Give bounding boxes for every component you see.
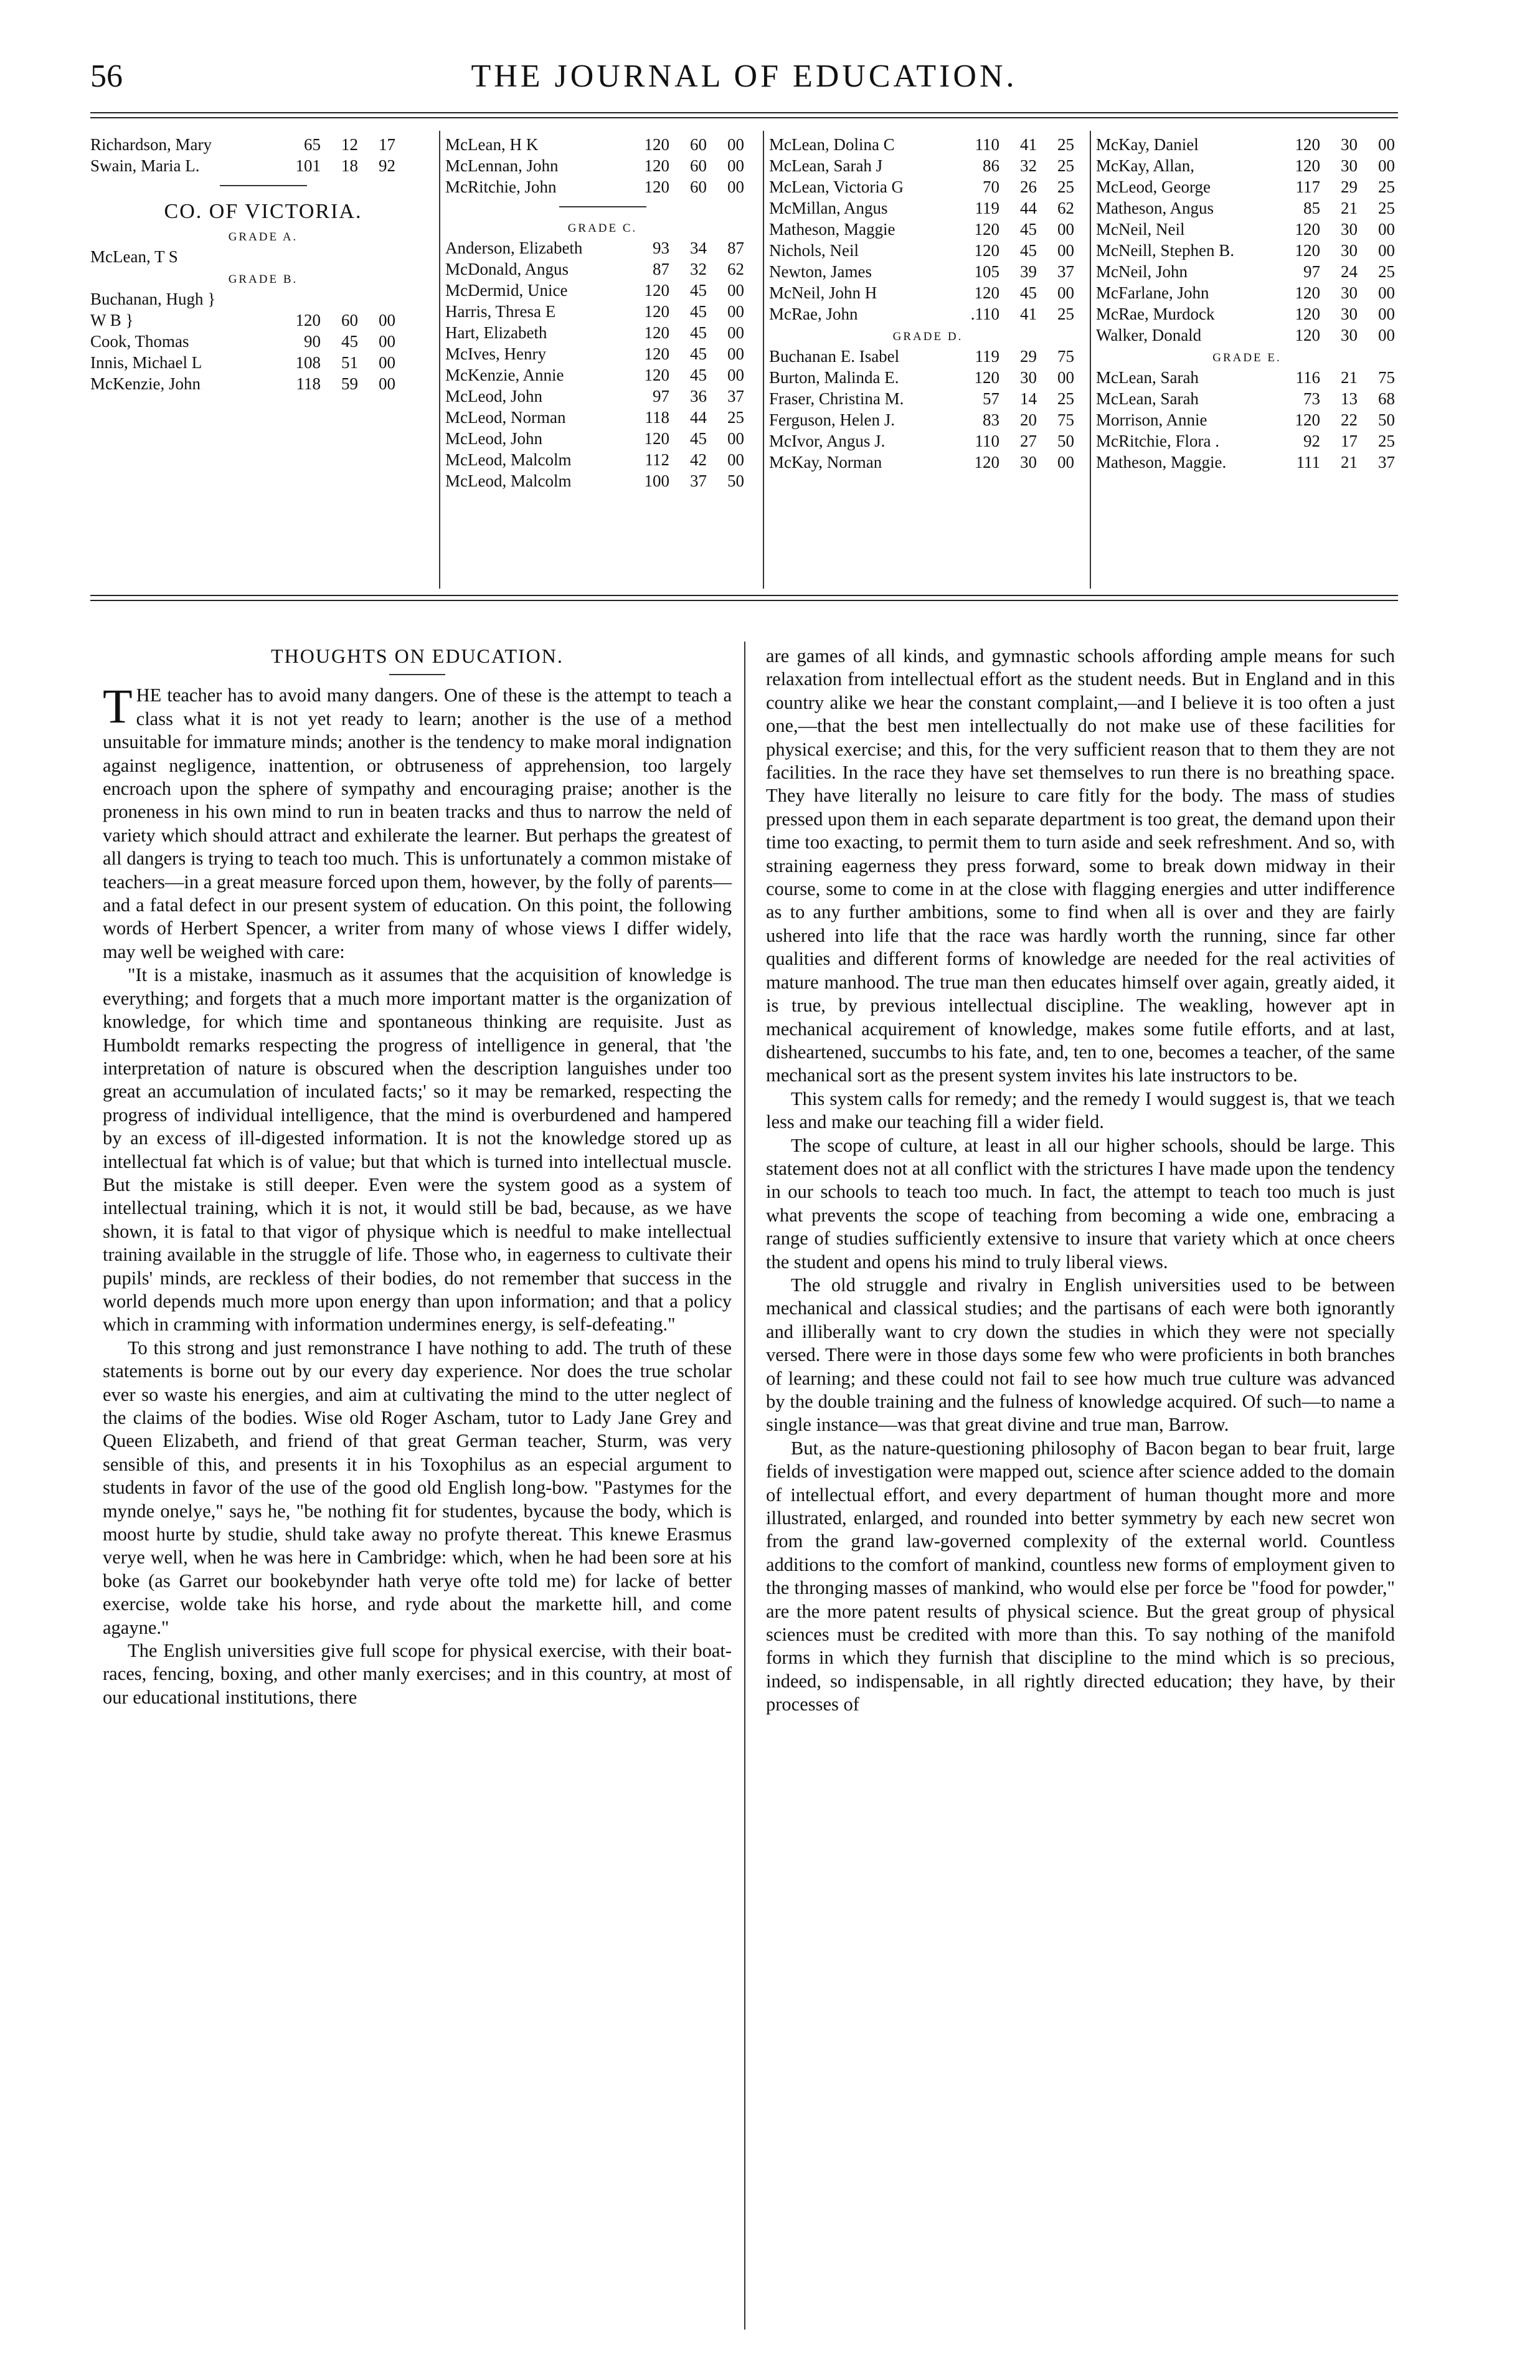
- table-row: [445, 343, 760, 364]
- cell-name: McKay, Allan,: [1096, 156, 1194, 175]
- cell-value: 00: [379, 311, 395, 330]
- cell-name: McLeod, John: [445, 387, 542, 405]
- cell-value: 117: [1295, 178, 1320, 196]
- cell-name: Innis, Michael L: [90, 353, 202, 372]
- table-row: [445, 134, 760, 155]
- cell-value: 120: [974, 241, 999, 260]
- table-column-1: [90, 134, 436, 589]
- cell-value: 45: [690, 302, 707, 321]
- cell-value: 25: [1057, 305, 1074, 323]
- cell-name: McLeod, Norman: [445, 408, 566, 427]
- cell-value: 75: [1057, 347, 1074, 366]
- table-row: [90, 134, 436, 155]
- article-paragraph: The English universities give full scope for physical exercise, with their boat-races, fencing, boxing, and other manly exercises; and in this country, at most of our educational institutions, there: [103, 1640, 732, 1708]
- table-row: [1096, 134, 1398, 155]
- cell-value: 00: [727, 178, 744, 196]
- cell-value: 00: [379, 332, 395, 351]
- table-row: [769, 134, 1087, 155]
- cell-name: McLean, Dolina C: [769, 135, 895, 154]
- cell-value: 00: [1057, 220, 1074, 239]
- table-row: [90, 352, 436, 373]
- article-paragraph: [103, 679, 732, 964]
- cell-value: 44: [1020, 199, 1037, 217]
- short-rule: [559, 206, 646, 207]
- cell-value: 45: [690, 281, 707, 300]
- table-row: [769, 430, 1087, 452]
- cell-value: 111: [1296, 453, 1320, 472]
- table-row: [1096, 282, 1398, 303]
- cell-value: 00: [1378, 241, 1395, 260]
- cell-value: 120: [1295, 241, 1320, 260]
- table-bottom-rule: [90, 595, 1398, 601]
- cell-name: Buchanan E. Isabel: [769, 347, 900, 366]
- column-divider: [439, 131, 440, 589]
- cell-value: 120: [644, 429, 669, 448]
- cell-value: 00: [379, 353, 395, 372]
- cell-name: McNeil, John: [1096, 262, 1188, 281]
- cell-value: 25: [1378, 199, 1395, 217]
- cell-value: 110: [975, 135, 999, 154]
- journal-title: THE JOURNAL OF EDUCATION.: [471, 59, 1018, 94]
- cell-name: McDermid, Unice: [445, 281, 568, 300]
- cell-value: 45: [1020, 283, 1037, 302]
- table-row: [1096, 409, 1398, 430]
- cell-value: 108: [295, 353, 321, 372]
- cell-value: 30: [1020, 368, 1037, 387]
- grade-label: GRADE A.: [228, 230, 298, 244]
- cell-value: 00: [727, 344, 744, 363]
- title-rule: [389, 674, 445, 675]
- cell-name: Buchanan, Hugh }: [90, 290, 216, 308]
- cell-value: 00: [727, 156, 744, 175]
- cell-value: 00: [1378, 135, 1395, 154]
- table-row: [769, 155, 1087, 176]
- cell-value: 00: [1378, 156, 1395, 175]
- cell-name: Nichols, Neil: [769, 241, 859, 260]
- cell-value: 62: [727, 260, 744, 278]
- cell-value: 120: [974, 453, 999, 472]
- table-row: [445, 155, 760, 176]
- cell-value: 17: [1341, 432, 1358, 450]
- cell-value: 60: [690, 156, 707, 175]
- table-row: [445, 301, 760, 322]
- cell-value: 45: [1020, 220, 1037, 239]
- cell-value: 00: [1378, 326, 1395, 344]
- cell-value: 21: [1341, 199, 1358, 217]
- cell-name: McLennan, John: [445, 156, 559, 175]
- article-left-column: [103, 645, 732, 1709]
- cell-value: 12: [341, 135, 358, 154]
- cell-value: 68: [1378, 389, 1395, 408]
- cell-value: 83: [983, 410, 999, 429]
- table-row: [769, 176, 1087, 197]
- cell-value: 50: [1378, 410, 1395, 429]
- cell-value: 25: [1057, 178, 1074, 196]
- table-row: [769, 197, 1087, 219]
- cell-name: McIves, Henry: [445, 344, 546, 363]
- cell-value: 45: [341, 332, 358, 351]
- cell-value: 00: [727, 281, 744, 300]
- table-row: [445, 407, 760, 428]
- table-row: [769, 452, 1087, 473]
- cell-value: 30: [1341, 241, 1358, 260]
- paragraph-text: HE teacher has to avoid many dangers. One of these is the attempt to teach a class what it is not yet ready to learn; another is the use of a method unsuitable for immature minds; another is the tendency to make moral indignation against negligence, inattention, or obtruseness of apprehension, too largely encroach upon the sphere of sympathy and encouraging praise; another is the proneness in his own mind to run in beaten tracks and thus to narrow the neld of variety which should attract and exhilerate the learner. But perhaps the greatest of all dangers is trying to teach too much. This is unfortunately a common mistake of teachers—in a great measure forced upon them, however, by the folly of parents—and a fatal defect in our present system of education. On this point, the following words of Herbert Spencer, a writer from many of whose views I differ widely, may well be weighed with care:: [103, 685, 732, 962]
- cell-name: Anderson, Elizabeth: [445, 239, 583, 257]
- cell-value: 45: [690, 366, 707, 384]
- cell-value: 45: [690, 344, 707, 363]
- cell-value: 51: [341, 353, 358, 372]
- cell-name: McLean, H K: [445, 135, 539, 154]
- article-column-divider: [744, 642, 745, 2330]
- cell-value: 45: [690, 429, 707, 448]
- cell-value: 90: [304, 332, 321, 351]
- table-row: [445, 364, 760, 386]
- cell-name: Fraser, Christina M.: [769, 389, 904, 408]
- cell-name: McLean, Sarah: [1096, 389, 1199, 408]
- grade-label: GRADE B.: [228, 273, 298, 286]
- cell-value: 24: [1341, 262, 1358, 281]
- cell-value: 25: [1057, 135, 1074, 154]
- article-paragraph: are games of all kinds, and gymnastic schools affording ample means for such relaxation from intellectual effort as the student needs. But in England and in this country alike we hear the constant complaint,—and I believe it is too often a just one,—that the best men intellectually do not make use of these facilities for physical exercise; and this, for the very sufficient reason that to them they are not facilities. In the race they have set themselves to run there is no breathing space. They have literally no leisure to care fitly for the body. The mass of studies pressed upon them in each separate department is too great, the demand upon their time too exacting, to permit them to turn aside and seek refreshment. And so, with straining eagerness they press forward, some to break down midway in their course, some to come in at the close with flagging energies and utter indifference as to any further ambitions, some to find when all is over and they are fairly ushered into life that the race was hardly worth the running, since far other qualities and different forms of knowledge are needed for the real activities of mature manhood. The true man then educates himself over again, greatly aided, it is true, by previous intellectual discipline. The weakling, however apt in mechanical acquirement of knowledge, makes some futile efforts, and at last, disheartened, succumbs to his fate, and, ten to one, becomes a teacher, of the same mechanical sort as the present system invites his late instructors to be.: [766, 645, 1395, 1086]
- cell-value: 50: [727, 472, 744, 490]
- left-paragraphs: [103, 679, 732, 1709]
- cell-value: 00: [727, 429, 744, 448]
- cell-value: 00: [1378, 305, 1395, 323]
- cell-value: 65: [304, 135, 321, 154]
- article-paragraph: The old struggle and rivalry in English universities used to be between mechanical and classical studies; and the partisans of each were both ignorantly and illiberally want to cry down the studies in which they were not specially versed. There were in those days some few who were proficients in both branches of learning; and these could not fail to see how much true culture was advanced by the double training and the fulness of knowledge acquired. Of such—to name a single instance—was that great divine and true man, Barrow.: [766, 1274, 1395, 1436]
- cell-value: 120: [974, 283, 999, 302]
- cell-value: 17: [379, 135, 395, 154]
- cell-value: 34: [690, 239, 707, 257]
- cell-value: 85: [1303, 199, 1320, 217]
- cell-name: W B }: [90, 311, 134, 330]
- cell-value: 92: [1303, 432, 1320, 450]
- cell-value: 97: [1303, 262, 1320, 281]
- table-row: [90, 288, 436, 310]
- cell-name: Swain, Maria L.: [90, 156, 200, 175]
- cell-value: 120: [1295, 156, 1320, 175]
- article-title: THOUGHTS ON EDUCATION.: [271, 645, 564, 667]
- table-column-2: [445, 134, 760, 589]
- cell-value: 37: [1057, 262, 1074, 281]
- cell-name: McLean, Sarah J: [769, 156, 883, 175]
- cell-value: 120: [1295, 220, 1320, 239]
- table-row: [445, 428, 760, 449]
- cell-value: 30: [1341, 283, 1358, 302]
- cell-name: Harris, Thresa E: [445, 302, 556, 321]
- table-row: [769, 409, 1087, 430]
- cell-value: 86: [983, 156, 999, 175]
- cell-value: 25: [1378, 178, 1395, 196]
- cell-value: 37: [727, 387, 744, 405]
- table-row: [769, 303, 1087, 325]
- cell-value: 45: [690, 323, 707, 342]
- cell-value: 25: [1378, 262, 1395, 281]
- cell-value: 00: [1378, 220, 1395, 239]
- table-row: [1096, 303, 1398, 325]
- page-number: 56: [90, 59, 123, 94]
- cell-value: 101: [295, 156, 321, 175]
- column-divider: [763, 131, 764, 589]
- cell-value: 92: [379, 156, 395, 175]
- table-row: [1096, 219, 1398, 240]
- cell-value: 75: [1057, 410, 1074, 429]
- table-row: [445, 258, 760, 280]
- cell-name: McKay, Daniel: [1096, 135, 1199, 154]
- cell-value: 105: [974, 262, 999, 281]
- cell-value: 32: [1020, 156, 1037, 175]
- cell-value: 29: [1341, 178, 1358, 196]
- cell-value: 60: [690, 135, 707, 154]
- table-row: [445, 470, 760, 491]
- cell-value: 45: [1020, 241, 1037, 260]
- table-row: [1096, 388, 1398, 409]
- cell-name: McKenzie, Annie: [445, 366, 564, 384]
- cell-name: McRae, John: [769, 305, 858, 323]
- article-right-column: [766, 645, 1395, 1717]
- cell-value: 44: [690, 408, 707, 427]
- cell-value: 120: [644, 323, 669, 342]
- table-row: [1096, 197, 1398, 219]
- cell-name: McLean, T S: [90, 247, 178, 266]
- cell-value: 59: [341, 374, 358, 393]
- cell-value: 120: [644, 135, 669, 154]
- grade-label: GRADE D.: [892, 330, 963, 343]
- cell-name: McLeod, George: [1096, 178, 1211, 196]
- cell-name: McLeod, Malcolm: [445, 472, 572, 490]
- cell-value: 30: [1341, 305, 1358, 323]
- cell-value: 00: [727, 302, 744, 321]
- article-paragraph: But, as the nature-questioning philosophy of Bacon began to bear fruit, large fields of investigation were mapped out, science after science added to the domain of intellectual effort, and every department of human thought more and more illustrated, enlarged, and rounded into better symmetry by each new secret won from the grand law-governed complexity of the external world. Countless additions to the comfort of mankind, countless new forms of employment given to the thronging masses of mankind, who would else per force be "food for powder," are the more patent results of physical science. But the great group of physical sciences must be credited with more than this. To say nothing of the manifold forms in which they furnish that discipline to the mind which is so precious, indeed, so indispensable, in all rightly directed education; they have, by their processes of: [766, 1437, 1395, 1715]
- cell-name: McKenzie, John: [90, 374, 201, 393]
- cell-value: 120: [644, 366, 669, 384]
- cell-value: 41: [1020, 305, 1037, 323]
- cell-value: .110: [970, 305, 999, 323]
- cell-value: 00: [727, 450, 744, 469]
- cell-value: 60: [690, 178, 707, 196]
- cell-name: Morrison, Annie: [1096, 410, 1207, 429]
- cell-value: 00: [1057, 368, 1074, 387]
- cell-value: 116: [1295, 368, 1320, 387]
- cell-name: McNeill, Stephen B.: [1096, 241, 1234, 260]
- cell-value: 57: [983, 389, 999, 408]
- section-heading: CO. OF VICTORIA.: [164, 200, 362, 223]
- cell-name: Matheson, Angus: [1096, 199, 1214, 217]
- cell-value: 00: [379, 374, 395, 393]
- grade-label: GRADE E.: [1212, 351, 1282, 364]
- cell-value: 118: [645, 408, 669, 427]
- table-row: [769, 346, 1087, 367]
- cell-value: 62: [1057, 199, 1074, 217]
- cell-name: Matheson, Maggie.: [1096, 453, 1227, 472]
- cell-name: McMillan, Angus: [769, 199, 888, 217]
- table-row: [1096, 261, 1398, 282]
- article-paragraph: This system calls for remedy; and the remedy I would suggest is, that we teach less and make our teaching fill a wider field.: [766, 1088, 1395, 1133]
- cell-value: 25: [1378, 432, 1395, 450]
- cell-value: 00: [727, 323, 744, 342]
- cell-value: 75: [1378, 368, 1395, 387]
- table-row: [90, 155, 436, 176]
- cell-value: 30: [1341, 135, 1358, 154]
- cell-value: 00: [1057, 283, 1074, 302]
- table-row: [445, 449, 760, 470]
- table-row: [769, 388, 1087, 409]
- cell-value: 120: [644, 344, 669, 363]
- cell-value: 18: [341, 156, 358, 175]
- cell-value: 119: [975, 347, 999, 366]
- cell-name: Matheson, Maggie: [769, 220, 895, 239]
- table-row: [90, 246, 436, 267]
- table-row: [769, 240, 1087, 261]
- cell-value: 25: [727, 408, 744, 427]
- cell-value: 14: [1020, 389, 1037, 408]
- table-row: [1096, 155, 1398, 176]
- cell-value: 120: [974, 368, 999, 387]
- cell-name: McLean, Sarah: [1096, 368, 1199, 387]
- table-row: [445, 237, 760, 258]
- cell-value: 36: [690, 387, 707, 405]
- cell-name: McRitchie, John: [445, 178, 557, 196]
- cell-value: 120: [1295, 135, 1320, 154]
- cell-value: 25: [1057, 389, 1074, 408]
- cell-value: 25: [1057, 156, 1074, 175]
- cell-value: 21: [1341, 453, 1358, 472]
- cell-value: 29: [1020, 347, 1037, 366]
- cell-value: 00: [1057, 453, 1074, 472]
- cell-name: Richardson, Mary: [90, 135, 212, 154]
- grade-label: GRADE C.: [567, 222, 638, 235]
- table-row: [769, 367, 1087, 388]
- table-column-4: [1096, 134, 1398, 589]
- cell-value: 120: [1295, 326, 1320, 344]
- cell-value: 97: [653, 387, 669, 405]
- cell-name: McLeod, Malcolm: [445, 450, 572, 469]
- cell-name: Ferguson, Helen J.: [769, 410, 895, 429]
- cell-value: 00: [1378, 283, 1395, 302]
- table-row: [445, 280, 760, 301]
- cell-name: McNeil, Neil: [1096, 220, 1185, 239]
- cell-value: 30: [1341, 220, 1358, 239]
- table-row: [1096, 367, 1398, 388]
- short-rule: [220, 185, 307, 186]
- cell-name: Walker, Donald: [1096, 326, 1202, 344]
- cell-value: 120: [974, 220, 999, 239]
- cell-value: 120: [644, 156, 669, 175]
- cell-name: McRitchie, Flora .: [1096, 432, 1219, 450]
- cell-value: 73: [1303, 389, 1320, 408]
- cell-value: 50: [1057, 432, 1074, 450]
- cell-value: 120: [644, 302, 669, 321]
- cell-value: 30: [1341, 326, 1358, 344]
- table-row: [769, 261, 1087, 282]
- cell-value: 30: [1020, 453, 1037, 472]
- cell-value: 13: [1341, 389, 1358, 408]
- cell-value: 119: [975, 199, 999, 217]
- cell-value: 42: [690, 450, 707, 469]
- cell-name: Hart, Elizabeth: [445, 323, 547, 342]
- cell-name: McIvor, Angus J.: [769, 432, 886, 450]
- cell-value: 21: [1341, 368, 1358, 387]
- cell-value: 32: [690, 260, 707, 278]
- cell-value: 120: [644, 178, 669, 196]
- table-row: [90, 373, 436, 394]
- cell-name: McLeod, John: [445, 429, 542, 448]
- cell-name: McRae, Murdock: [1096, 305, 1215, 323]
- table-row: [90, 310, 436, 331]
- table-row: [1096, 430, 1398, 452]
- drop-cap: T: [103, 679, 133, 734]
- cell-name: McNeil, John H: [769, 283, 877, 302]
- table-row: [1096, 325, 1398, 346]
- cell-name: McFarlane, John: [1096, 283, 1209, 302]
- cell-value: 93: [653, 239, 669, 257]
- cell-name: McLean, Victoria G: [769, 178, 904, 196]
- table-row: [445, 322, 760, 343]
- cell-name: McKay, Norman: [769, 453, 882, 472]
- cell-value: 120: [1295, 305, 1320, 323]
- cell-value: 112: [645, 450, 669, 469]
- article-paragraph: The scope of culture, at least in all our higher schools, should be large. This statement does not at all conflict with the strictures I have made upon the tendency in our schools to teach too much. In fact, the attempt to teach too much is just what prevents the scope of teaching from becoming a wide one, embracing a range of studies sufficiently extensive to insure that variety which at once cheers the student and opens his mind to truly liberal views.: [766, 1134, 1395, 1273]
- cell-name: Burton, Malinda E.: [769, 368, 899, 387]
- cell-value: 00: [727, 366, 744, 384]
- table-row: [1096, 176, 1398, 197]
- cell-value: 22: [1341, 410, 1358, 429]
- cell-value: 120: [644, 281, 669, 300]
- header-rule: [90, 112, 1398, 118]
- right-paragraphs: [766, 645, 1395, 1717]
- cell-value: 41: [1020, 135, 1037, 154]
- cell-value: 60: [341, 311, 358, 330]
- cell-name: McDonald, Angus: [445, 260, 569, 278]
- table-row: [769, 282, 1087, 303]
- cell-value: 100: [644, 472, 669, 490]
- cell-value: 87: [727, 239, 744, 257]
- journal-page: [90, 53, 1398, 2358]
- cell-value: 20: [1020, 410, 1037, 429]
- cell-value: 118: [296, 374, 321, 393]
- cell-value: 37: [1378, 453, 1395, 472]
- cell-value: 39: [1020, 262, 1037, 281]
- table-row: [445, 386, 760, 407]
- cell-value: 110: [975, 432, 999, 450]
- cell-value: 87: [653, 260, 669, 278]
- cell-value: 37: [690, 472, 707, 490]
- column-divider: [1090, 131, 1091, 589]
- cell-value: 26: [1020, 178, 1037, 196]
- table-row: [1096, 452, 1398, 473]
- cell-value: 70: [983, 178, 999, 196]
- table-row: [769, 219, 1087, 240]
- table-row: [90, 331, 436, 352]
- article-paragraph: "It is a mistake, inasmuch as it assumes that the acquisition of knowledge is everything; and forgets that a much more important matter is the organization of knowledge, for which time and spontaneous thinking are requisite. Just as Humboldt remarks respecting the progress of intelligence in general, that 'the interpretation of nature is obscured when the description languishes under too great an accumulation of inculated facts;' so it may be remarked, respecting the progress of individual intelligence, that the mind is overburdened and hampered by an excess of ill-digested information. It is not the knowledge stored up as intellectual fat which is of value; but that which is turned into intellectual muscle. But the mistake is still deeper. Even were the system good as a system of intellectual training, which it is not, it would still be bad, because, as we have shown, it is fatal to that vigor of physique which is needful to make intellectual training available in the struggle of life. Those who, in eagerness to cultivate their pupils' minds, are reckless of their bodies, do not remember that success in the world depends much more upon energy than upon information; and that a policy which in cramming with information undermines energy, is self-defeating.": [103, 964, 732, 1335]
- cell-value: 00: [1057, 241, 1074, 260]
- cell-value: 120: [1295, 283, 1320, 302]
- cell-value: 27: [1020, 432, 1037, 450]
- table-row: [1096, 240, 1398, 261]
- table-row: [445, 176, 760, 197]
- cell-value: 120: [1295, 410, 1320, 429]
- cell-name: Newton, James: [769, 262, 872, 281]
- cell-name: Cook, Thomas: [90, 332, 189, 351]
- article-paragraph: To this strong and just remonstrance I have nothing to add. The truth of these statements is borne out by our every day experience. Nor does the true scholar ever so waste his energies, and aim at cultivating the mind to the utter neglect of the claims of the bodies. Wise old Roger Ascham, tutor to Lady Jane Grey and Queen Elizabeth, and friend of that great German teacher, Sturm, was very sensible of this, and presents it in his Toxophilus as an especial argument to students in favor of the use of the good old English long-bow. "Pastymes for the mynde onelye," says he, "be nothing fit for studentes, bycause the body, which is moost hurte by studie, shuld take away no profyte thereat. This knewe Erasmus verye well, when he was here in Cambridge: which, when he had been sore at his boke (as Garret our bookebynder hath verye ofte told me) for lacke of better exercise, wolde take his horse, and ryde about the markette hill, and come agayne.": [103, 1337, 732, 1638]
- table-column-3: [769, 134, 1087, 589]
- cell-value: 00: [727, 135, 744, 154]
- cell-value: 30: [1341, 156, 1358, 175]
- page-header: [90, 53, 1398, 103]
- cell-value: 120: [295, 311, 321, 330]
